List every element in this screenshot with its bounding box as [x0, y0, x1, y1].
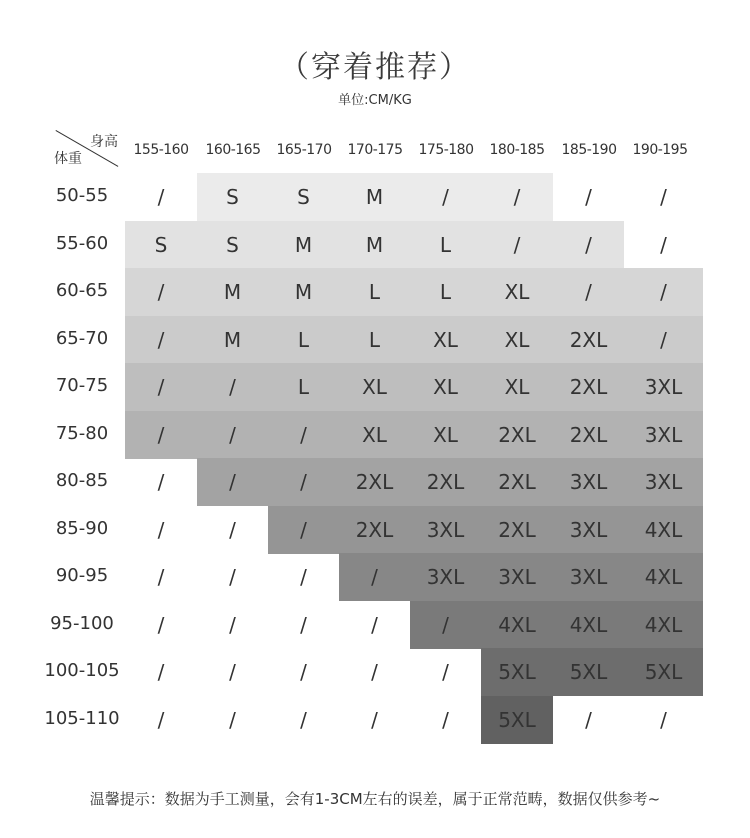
size-cell: XL [481, 268, 553, 316]
size-cell: / [624, 268, 703, 316]
column-header-height: 155-160 [133, 142, 189, 158]
page-title: （穿着推荐） [279, 50, 471, 85]
size-cell: M [339, 173, 410, 221]
measurement-note: 温馨提示：数据为手工测量，会有1-3CM左右的误差，属于正常范畴，数据仅供参考~ [89, 790, 661, 808]
row-header-weight: 80-85 [55, 470, 109, 491]
row-header-weight: 85-90 [55, 517, 109, 539]
size-cell: 2XL [481, 506, 553, 554]
size-cell: M [268, 268, 339, 316]
size-cell: / [585, 707, 592, 732]
unit-label: 单位:CM/KG [338, 93, 412, 108]
size-cell: 5XL [624, 648, 703, 696]
size-cell: L [339, 268, 410, 316]
row-header-weight: 70-75 [55, 375, 109, 396]
size-cell: 2XL [339, 506, 410, 554]
size-cell: S [197, 173, 268, 221]
size-cell: 3XL [624, 458, 703, 506]
size-cell: / [197, 411, 268, 459]
size-cell: 4XL [624, 553, 703, 601]
size-cell: 5XL [553, 648, 624, 696]
weight-axis-label: 体重 [54, 151, 82, 167]
size-cell: S [197, 221, 268, 269]
size-cell: / [268, 458, 339, 506]
size-cell: / [371, 660, 378, 684]
size-cell: M [197, 268, 268, 316]
size-cell: / [585, 185, 592, 209]
size-cell: / [339, 553, 410, 601]
size-cell: 4XL [624, 601, 703, 649]
row-header-weight: 90-95 [55, 565, 109, 586]
size-cell: / [300, 707, 307, 732]
row-header-weight: 55-60 [55, 232, 109, 254]
size-cell: M [197, 316, 268, 364]
size-cell: / [157, 660, 165, 684]
column-header-height: 180-185 [489, 142, 545, 158]
size-cell: / [125, 268, 197, 316]
size-cell: 2XL [339, 458, 410, 506]
size-cell: M [268, 221, 339, 269]
size-cell: 3XL [410, 506, 481, 554]
size-cell: / [125, 316, 197, 364]
size-cell: XL [481, 363, 553, 411]
size-cell: / [371, 707, 378, 732]
column-header-height: 165-170 [276, 142, 332, 158]
size-cell: / [157, 707, 165, 732]
size-cell: / [197, 363, 268, 411]
size-cell: 2XL [553, 411, 624, 459]
size-cell: / [660, 232, 667, 257]
size-cell: / [268, 506, 339, 554]
size-cell: 3XL [553, 458, 624, 506]
size-cell: S [268, 173, 339, 221]
size-cell: / [229, 707, 236, 732]
size-cell: 4XL [624, 506, 703, 554]
row-header-weight: 65-70 [55, 327, 109, 349]
size-cell: / [481, 173, 553, 221]
column-header-height: 170-175 [347, 142, 403, 158]
size-cell: / [229, 565, 236, 589]
size-cell: 2XL [553, 363, 624, 411]
size-cell: 2XL [410, 458, 481, 506]
size-cell: / [481, 221, 553, 269]
size-cell: M [339, 221, 410, 269]
size-cell: XL [339, 411, 410, 459]
size-cell: / [300, 660, 307, 684]
column-header-height: 190-195 [632, 142, 688, 158]
size-cell: L [410, 268, 481, 316]
row-header-weight: 50-55 [55, 185, 109, 206]
row-header-weight: 75-80 [55, 422, 109, 444]
size-cell: / [157, 517, 165, 542]
size-cell: S [125, 221, 197, 269]
row-header-weight: 60-65 [55, 280, 109, 301]
size-cell: 3XL [481, 553, 553, 601]
size-cell: 2XL [481, 411, 553, 459]
size-cell: / [268, 411, 339, 459]
size-cell: / [660, 707, 667, 732]
column-header-height: 185-190 [561, 142, 617, 158]
size-cell: / [229, 517, 236, 542]
size-cell: 3XL [553, 553, 624, 601]
size-cell: / [660, 185, 667, 209]
size-cell: / [410, 601, 481, 649]
size-cell: 2XL [481, 458, 553, 506]
size-cell: XL [339, 363, 410, 411]
corner-header [52, 128, 122, 170]
size-cell: / [157, 612, 165, 637]
column-header-height: 175-180 [418, 142, 474, 158]
size-cell: 4XL [553, 601, 624, 649]
size-cell: / [371, 612, 378, 637]
size-cell: L [268, 363, 339, 411]
column-header-height: 160-165 [205, 142, 261, 158]
size-cell: / [197, 458, 268, 506]
size-cell: XL [410, 316, 481, 364]
size-cell: / [125, 411, 197, 459]
size-cell: / [125, 363, 197, 411]
size-cell: / [442, 707, 449, 732]
size-cell: / [229, 612, 236, 637]
size-cell: XL [410, 363, 481, 411]
size-cell: / [157, 185, 165, 209]
size-cell: / [300, 612, 307, 637]
size-cell: / [300, 565, 307, 589]
size-cell: / [157, 470, 165, 494]
size-cell: 5XL [481, 696, 553, 744]
size-cell: / [229, 660, 236, 684]
size-cell: / [553, 221, 624, 269]
size-cell: 3XL [410, 553, 481, 601]
row-header-weight: 95-100 [50, 612, 114, 634]
size-cell: XL [481, 316, 553, 364]
row-header-weight: 100-105 [44, 660, 120, 681]
size-cell: L [339, 316, 410, 364]
size-cell: XL [410, 411, 481, 459]
size-cell: 3XL [624, 363, 703, 411]
size-cell: / [553, 268, 624, 316]
size-cell: 3XL [553, 506, 624, 554]
size-cell: / [442, 660, 449, 684]
size-cell: 5XL [481, 648, 553, 696]
height-axis-label: 身高 [90, 134, 118, 150]
size-cell: 2XL [553, 316, 624, 364]
size-cell: / [157, 565, 165, 589]
size-cell: L [410, 221, 481, 269]
size-cell: 4XL [481, 601, 553, 649]
size-cell: L [268, 316, 339, 364]
size-cell: / [410, 173, 481, 221]
size-cell: / [624, 316, 703, 364]
size-cell: 3XL [624, 411, 703, 459]
row-header-weight: 105-110 [44, 707, 120, 729]
